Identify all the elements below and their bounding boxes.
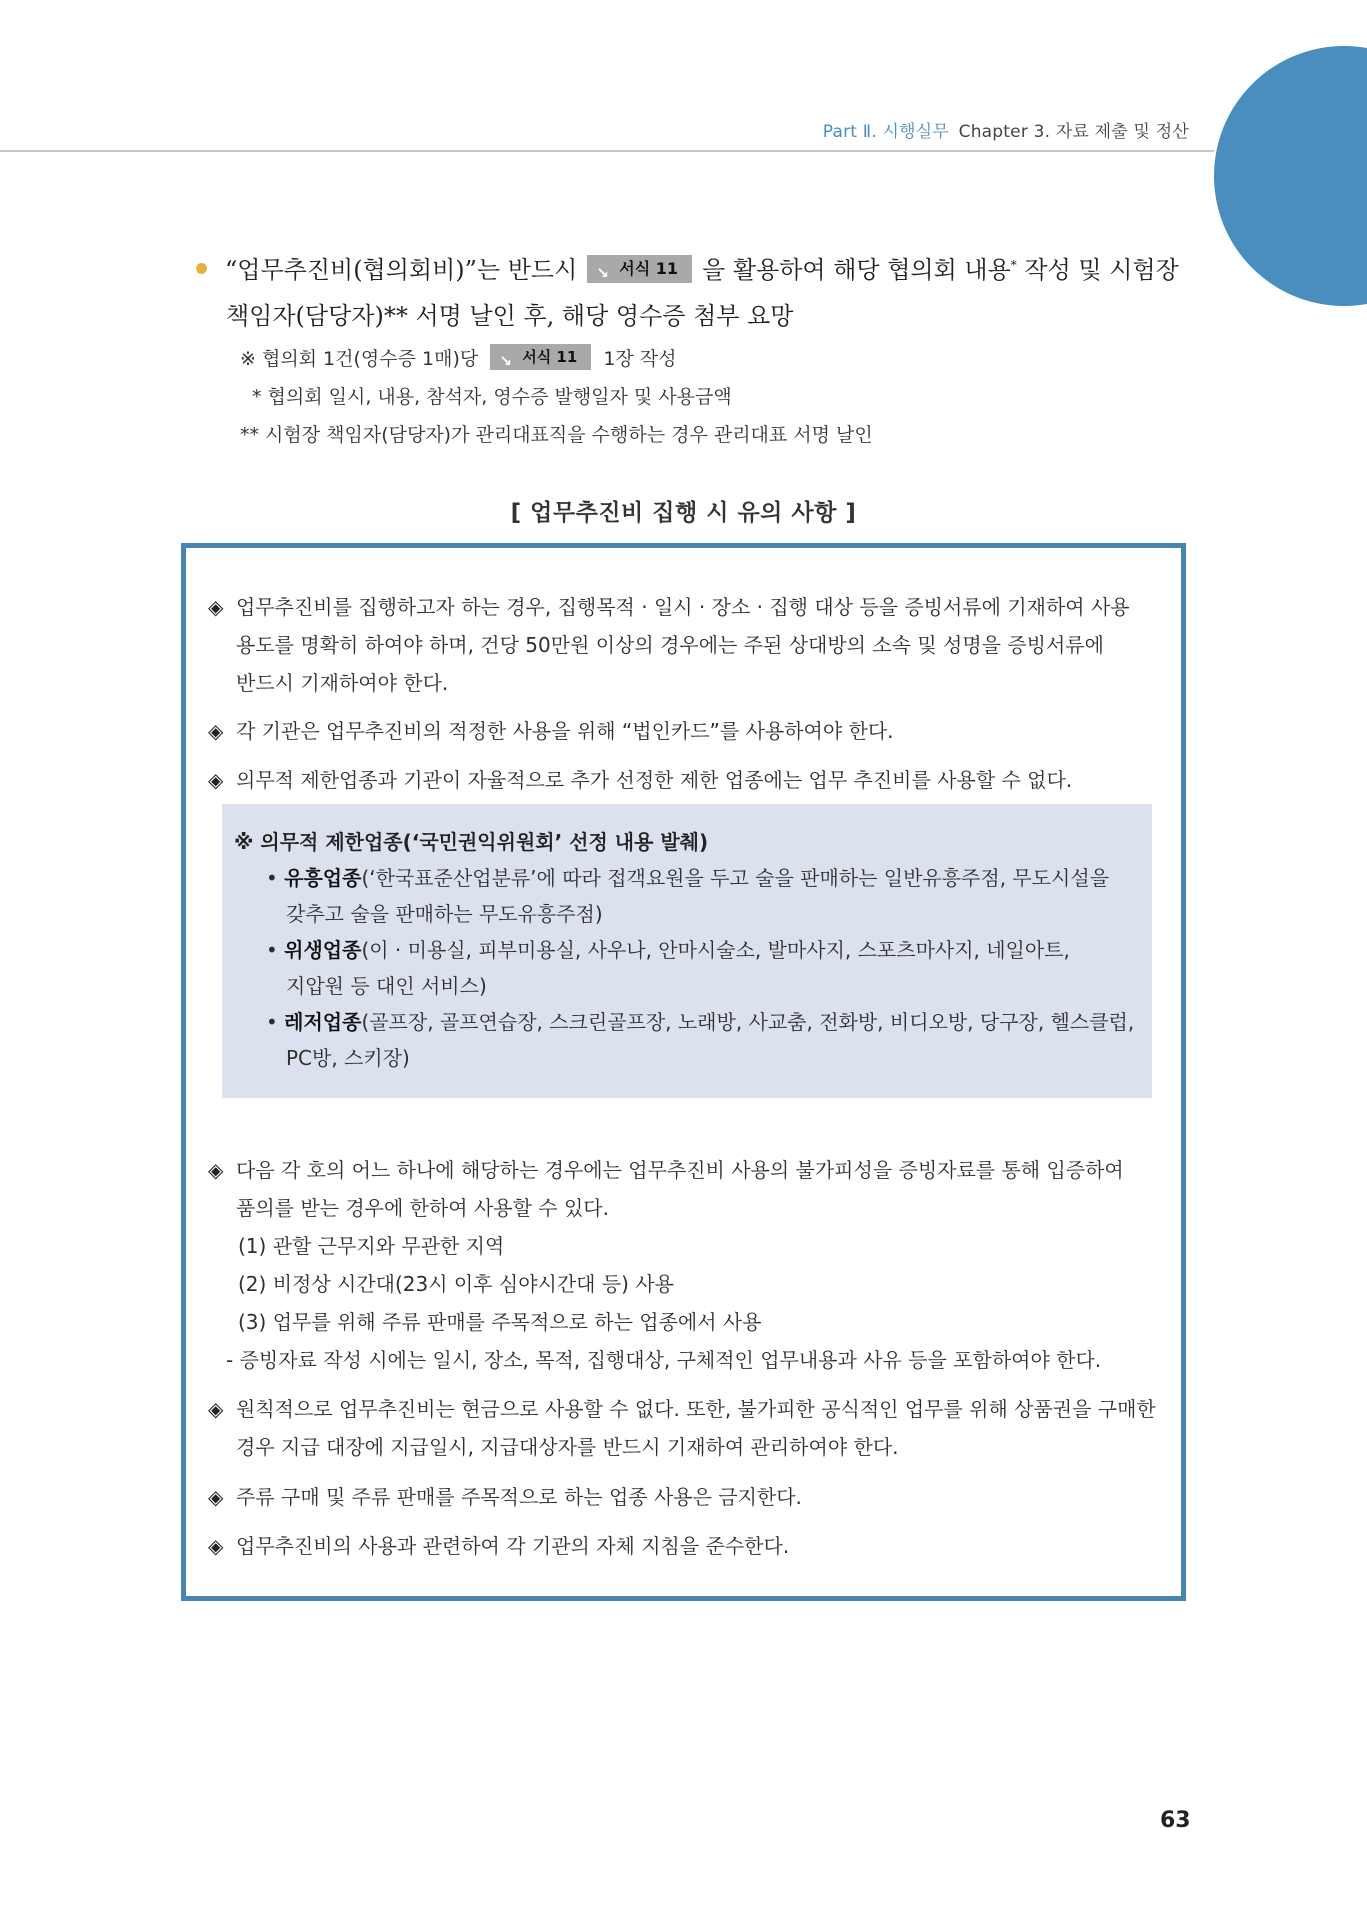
industry-detail-cont: 갖추고 술을 판매하는 무도유흥주점) — [286, 902, 603, 926]
note-3: ** 시험장 책임자(담당자)가 관리대표직을 수행하는 경우 관리대표 서명 날인 — [240, 424, 873, 446]
industry-entertainment: • 유흥업종(‘한국표준산업분류’에 따라 접객요원을 두고 술을 판매하는 일반유흥주점, 무도시설을 갖추고 술을 판매하는 무도유흥주점) — [266, 860, 1126, 932]
guideline-1-line-2: 용도를 명확히 하여야 하며, 건당 50만원 이상의 경우에는 주된 상대방의 소속 및 성명을 증빙서류에 — [236, 633, 1104, 657]
guideline-4-line-2: 품의를 받는 경우에 한하여 사용할 수 있다. — [236, 1196, 609, 1220]
guideline-4-line-1: 다음 각 호의 어느 하나에 해당하는 경우에는 업무추진비 사용의 불가피성을 증빙자료를 통해 입증하여 — [236, 1158, 1124, 1182]
industry-name: 유흥업종 — [284, 866, 362, 890]
note-1-text-b: 1장 작성 — [603, 348, 677, 370]
form-11-badge-small — [490, 344, 591, 370]
form-11-badge — [587, 255, 692, 283]
note-1-text-a: ※ 협의회 1건(영수증 1매)당 — [240, 348, 479, 370]
bullet-text-b: 을 활용하여 해당 협의회 내용 — [702, 256, 1011, 284]
bullet-text-c: 작성 및 시험장 — [1016, 256, 1179, 284]
guideline-1-line-1: 업무추진비를 집행하고자 하는 경우, 집행목적 · 일시 · 장소 · 집행 대상 등을 증빙서류에 기재하여 사용 — [236, 595, 1130, 619]
corner-decoration — [1214, 46, 1367, 306]
arrow-icon: ↘ — [596, 263, 609, 282]
guideline-4-dash: - 증빙자료 작성 시에는 일시, 장소, 목적, 집행대상, 구체적인 업무내용과 사유 등을 포함하여야 한다. — [226, 1348, 1102, 1372]
industry-name: 레저업종 — [284, 1010, 362, 1034]
guideline-5-line-1: 원칙적으로 업무추진비는 현금으로 사용할 수 없다. 또한, 불가피한 공식적인 업무를 위해 상품권을 구매한 — [236, 1397, 1156, 1421]
guideline-5 — [208, 1390, 1156, 1466]
box-title: [ 업무추진비 집행 시 유의 사항 ] — [510, 500, 857, 526]
diamond-icon: ◈ — [208, 1485, 224, 1509]
diamond-icon: ◈ — [208, 768, 224, 792]
diamond-icon: ◈ — [208, 719, 224, 743]
guideline-4-sub-3: (3) 업무를 위해 주류 판매를 주목적으로 하는 업종에서 사용 — [238, 1310, 762, 1334]
main-bullet — [196, 242, 1196, 339]
industry-detail: (이 · 미용실, 피부미용실, 사우나, 안마시술소, 발마사지, 스포츠마사지, 네일아트, — [361, 938, 1070, 962]
guideline-7-text: 업무추진비의 사용과 관련하여 각 기관의 자체 지침을 준수한다. — [236, 1534, 790, 1558]
notes — [240, 340, 873, 454]
note-2: * 협의회 일시, 내용, 참석자, 영수증 발행일자 및 사용금액 — [252, 386, 732, 408]
guideline-6-text: 주류 구매 및 주류 판매를 주목적으로 하는 업종 사용은 금지한다. — [236, 1485, 802, 1509]
diamond-icon: ◈ — [208, 595, 224, 619]
guideline-1-line-3: 반드시 기재하여야 한다. — [236, 671, 449, 695]
guideline-3 — [208, 761, 1148, 799]
restricted-industries-panel — [222, 804, 1152, 1098]
bullet-dot-icon — [196, 263, 207, 274]
diamond-icon: ◈ — [208, 1158, 224, 1182]
guideline-5-line-2: 경우 지급 대장에 지급일시, 지급대상자를 반드시 기재하여 관리하여야 한다. — [236, 1435, 899, 1459]
bullet-line-2: 책임자(담당자)** 서명 날인 후, 해당 영수증 첨부 요망 — [226, 302, 794, 330]
guideline-7 — [208, 1527, 1148, 1565]
bullet-line-1 — [196, 242, 1196, 293]
arrow-icon: ↘ — [499, 351, 512, 370]
guideline-6 — [208, 1478, 1148, 1516]
note-1 — [240, 340, 873, 378]
guidelines-box — [181, 543, 1186, 1601]
footnote-mark: * — [1010, 258, 1017, 272]
guideline-2-text: 각 기관은 업무추진비의 적정한 사용을 위해 “법인카드”를 사용하여야 한다. — [236, 719, 894, 743]
diamond-icon: ◈ — [208, 1397, 224, 1421]
bullet-text-a: “업무추진비(협의회비)”는 반드시 — [225, 256, 578, 284]
header-rule — [0, 150, 1214, 152]
page-number: 63 — [1160, 1808, 1191, 1833]
header-chapter: Chapter 3. 자료 제출 및 정산 — [958, 122, 1189, 142]
guideline-4-sub-1: (1) 관할 근무지와 무관한 지역 — [238, 1234, 505, 1258]
industry-detail: (골프장, 골프연습장, 스크린골프장, 노래방, 사교춤, 전화방, 비디오방, 당구장, 헬스클럽, — [361, 1010, 1135, 1034]
industry-detail-cont: PC방, 스키장) — [286, 1046, 410, 1070]
guideline-4 — [208, 1151, 1148, 1379]
industry-detail: (‘한국표준산업분류’에 따라 접객요원을 두고 술을 판매하는 일반유흥주점, 무도시설을 — [361, 866, 1110, 890]
running-header — [823, 117, 1189, 142]
panel-title: ※ 의무적 제한업종(‘국민권익위원회’ 선정 내용 발췌) — [234, 830, 709, 854]
header-part: Part Ⅱ. 시행실무 — [822, 122, 950, 142]
industry-leisure: • 레저업종(골프장, 골프연습장, 스크린골프장, 노래방, 사교춤, 전화방, 비디오방, 당구장, 헬스클럽, PC방, 스키장) — [266, 1004, 1126, 1076]
industry-hygiene: • 위생업종(이 · 미용실, 피부미용실, 사우나, 안마시술소, 발마사지, 스포츠마사지, 네일아트, 지압원 등 대인 서비스) — [266, 932, 1126, 1004]
badge-label: 서식 11 — [619, 258, 679, 278]
guideline-2 — [208, 712, 1148, 750]
guideline-3-text: 의무적 제한업종과 기관이 자율적으로 추가 선정한 제한 업종에는 업무 추진비를 사용할 수 없다. — [236, 768, 1073, 792]
guideline-4-sub-2: (2) 비정상 시간대(23시 이후 심야시간대 등) 사용 — [238, 1272, 674, 1296]
guideline-1 — [208, 588, 1148, 702]
diamond-icon: ◈ — [208, 1534, 224, 1558]
industry-detail-cont: 지압원 등 대인 서비스) — [286, 974, 487, 998]
industry-name: 위생업종 — [284, 938, 362, 962]
badge-label: 서식 11 — [522, 347, 578, 366]
